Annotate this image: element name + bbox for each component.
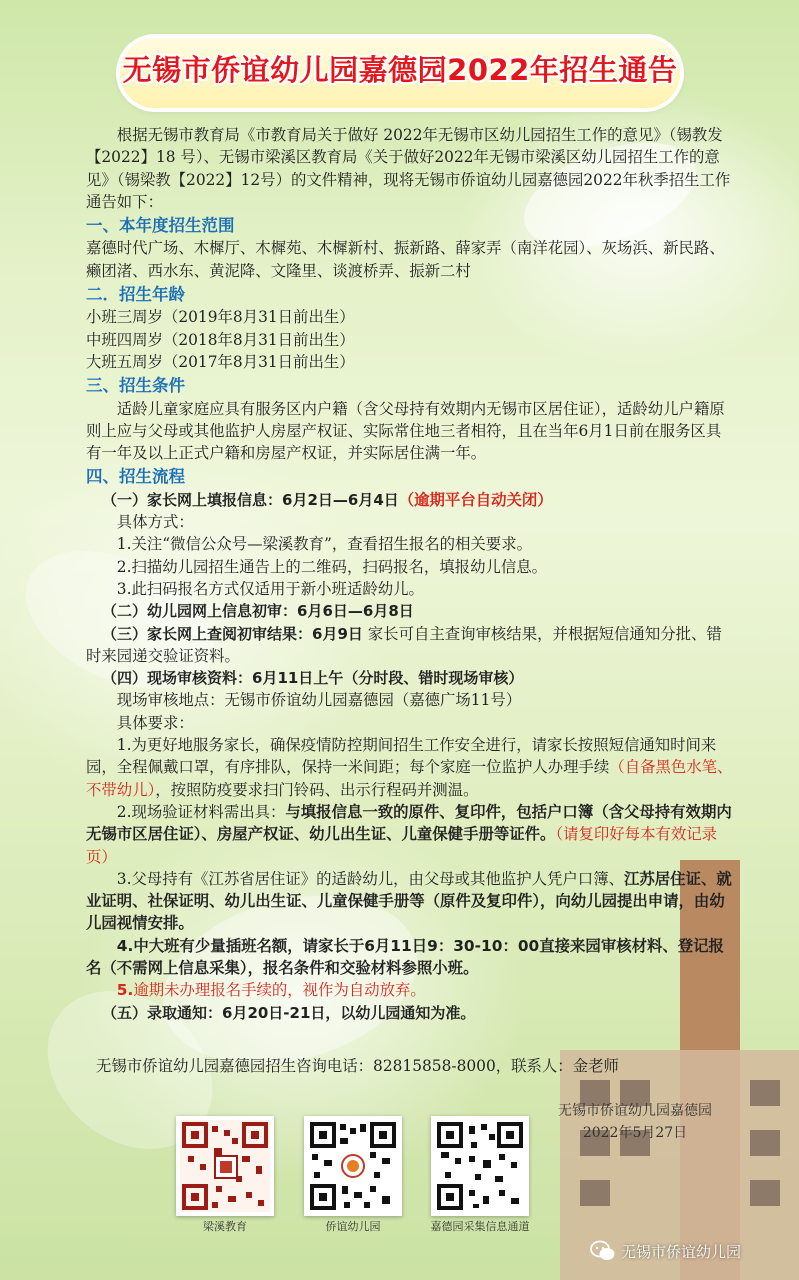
building-window xyxy=(750,1130,780,1156)
building-window xyxy=(580,1180,610,1206)
requirement-1 xyxy=(86,734,736,801)
age-middle-class: 中班四周岁（2018年8月31日前出生） xyxy=(86,330,355,349)
method-3: 3.此扫码报名方式仅适用于新小班适龄幼儿。 xyxy=(116,579,424,598)
intro-paragraph: 根据无锡市教育局《市教育局关于做好 2022年无锡市区幼儿园招生工作的意见》（锡教发【2022】18 号）、无锡市梁溪区教育局《关于做好2022年无锡市梁溪区幼儿园招生工作的意见》（锡梁教【2022】12号）的文件精神，现将无锡市侨谊幼儿园嘉德园2022年秋季招生工作通告如下： xyxy=(86,126,731,211)
requirement-2-text: 2.现场验证材料需出具： xyxy=(116,802,286,821)
qr-code-liangxi[interactable] xyxy=(176,1116,274,1216)
title-banner xyxy=(120,38,680,108)
requirement-3-text: 3.父母持有《江苏省居住证》的适龄幼儿，由父母或其他监护人凭户口簿、 xyxy=(116,869,624,888)
process-step-5 xyxy=(86,1002,736,1024)
signoff-org: 无锡市侨谊幼儿园嘉德园 xyxy=(558,1103,712,1119)
review-location: 现场审核地点：无锡市侨谊幼儿园嘉德园（嘉德广场11号） xyxy=(116,691,522,710)
age-large-class: 大班五周岁（2017年8月31日前出生） xyxy=(86,352,355,371)
page-title: 无锡市侨谊幼儿园嘉德园2022年招生通告 xyxy=(122,53,678,87)
section-heading-scope: 一、本年度招生范围 xyxy=(86,216,235,236)
qr-caption-qiaoyi: 侨谊幼儿园 xyxy=(325,1220,381,1233)
requirement-2 xyxy=(86,801,736,868)
requirement-5-number: 5. xyxy=(116,981,134,1000)
requirement-1-highlight: （自备黑色水笔、不带幼儿） xyxy=(86,758,733,799)
scope-text: 嘉德时代广场、木樨厅、木樨苑、木樨新村、振新路、薛家弄（南洋花园）、灰场浜、新民路、癞团渚、西水东、黄泥降、文隆里、谈渡桥弄、振新二村 xyxy=(86,239,725,280)
requirement-4 xyxy=(86,935,736,980)
qr-code-jiade[interactable] xyxy=(431,1116,529,1216)
qr-code-icon xyxy=(431,1116,529,1216)
method-1: 1.关注“微信公众号—梁溪教育”，查看招生报名的相关要求。 xyxy=(116,535,532,554)
qr-caption-jiade: 嘉德园采集信息通道 xyxy=(430,1220,530,1233)
requirement-2-highlight: （请复印好每本有效记录页） xyxy=(86,825,718,866)
qr-code-qiaoyi[interactable] xyxy=(304,1116,402,1216)
step-3-label: （三）家长网上查阅初审结果：6月9日 xyxy=(102,624,363,643)
requirement-3-bold: 江苏居住证、就业证明、社保证明、幼儿出生证、儿童保健手册等（原件及复印件），向幼儿园提出申请，由幼儿园视情安排。 xyxy=(86,869,732,933)
conditions-text: 适龄儿童家庭应具有服务区内户籍（含父母持有效期内无锡市区居住证），适龄幼儿户籍原则上应与父母或其他监护人房屋产权证、实际常住地三者相符，且在当年6月1日前在服务区具有一年及以上正式户籍和房屋产权证，并实际居住满一年。 xyxy=(86,399,725,463)
step-4-label: （四）现场审核资料：6月11日上午（分时段、错时现场审核） xyxy=(102,669,524,688)
step-5-label: （五）录取通知：6月20日-21日，以幼儿园通知为准。 xyxy=(102,1003,476,1022)
step-1-label: （一）家长网上填报信息：6月2日—6月4日 xyxy=(102,490,399,509)
step-2-label: （二）幼儿园网上信息初审：6月6日—6月8日 xyxy=(102,602,414,621)
wechat-icon xyxy=(590,1240,616,1262)
building-window xyxy=(750,1180,780,1206)
process-step-1 xyxy=(86,489,736,511)
process-step-4 xyxy=(86,667,736,689)
requirement-3 xyxy=(86,868,736,935)
process-step-2 xyxy=(86,600,736,622)
step-1-note: （逾期平台自动关闭） xyxy=(398,490,553,509)
qr-caption-liangxi: 梁溪教育 xyxy=(203,1220,247,1233)
section-heading-process: 四、招生流程 xyxy=(86,467,185,487)
requirement-1-tail: ，按照防疫要求扫门铃码、出示行程码并测温。 xyxy=(155,780,479,799)
watermark-text: 无锡市侨谊幼儿园 xyxy=(621,1242,742,1261)
section-heading-conditions: 三、招生条件 xyxy=(86,376,185,396)
requirement-4-text: 4.中大班有少量插班名额，请家长于6月11日9：30-10：00直接来园审核材料、登记报名（不需网上信息采集），报名条件和交验材料参照小班。 xyxy=(86,936,724,977)
contact-line: 无锡市侨谊幼儿园嘉德园招生咨询电话：82815858-8000，联系人：金老师 xyxy=(96,1057,619,1075)
requirement-5 xyxy=(86,979,736,1001)
section-heading-age: 二．招生年龄 xyxy=(86,285,185,305)
age-small-class: 小班三周岁（2019年8月31日前出生） xyxy=(86,308,355,327)
requirements-label: 具体要求： xyxy=(116,713,194,732)
signoff xyxy=(520,1100,750,1144)
process-step-3 xyxy=(86,623,736,668)
requirement-2-bold: 与填报信息一致的原件、复印件，包括户口簿（含父母持有效期内无锡市区居住证）、房屋产权证、幼儿出生证、儿童保健手册等证件。 xyxy=(86,802,732,844)
method-label: 具体方式： xyxy=(116,513,194,532)
step-3-text: 家长可自主查询审核结果，并根据短信通知分批、错时来园递交验证资料。 xyxy=(86,624,722,665)
requirement-1-text: 1.为更好地服务家长，确保疫情防控期间招生工作安全进行，请家长按照短信通知时间来园，全程佩戴口罩，有序排队，保持一米间距；每个家庭一位监护人办理手续 xyxy=(86,736,717,777)
wechat-watermark xyxy=(590,1236,741,1266)
requirement-5-text: 逾期未办理报名手续的，视作为自动放弃。 xyxy=(133,981,426,1000)
qr-code-icon xyxy=(176,1116,274,1216)
building-window xyxy=(750,1080,780,1106)
notice-body xyxy=(86,124,736,1024)
method-2: 2.扫描幼儿园招生通告上的二维码，扫码报名，填报幼儿信息。 xyxy=(116,557,548,576)
qr-code-icon xyxy=(304,1116,402,1216)
signoff-date: 2022年5月27日 xyxy=(582,1125,688,1141)
